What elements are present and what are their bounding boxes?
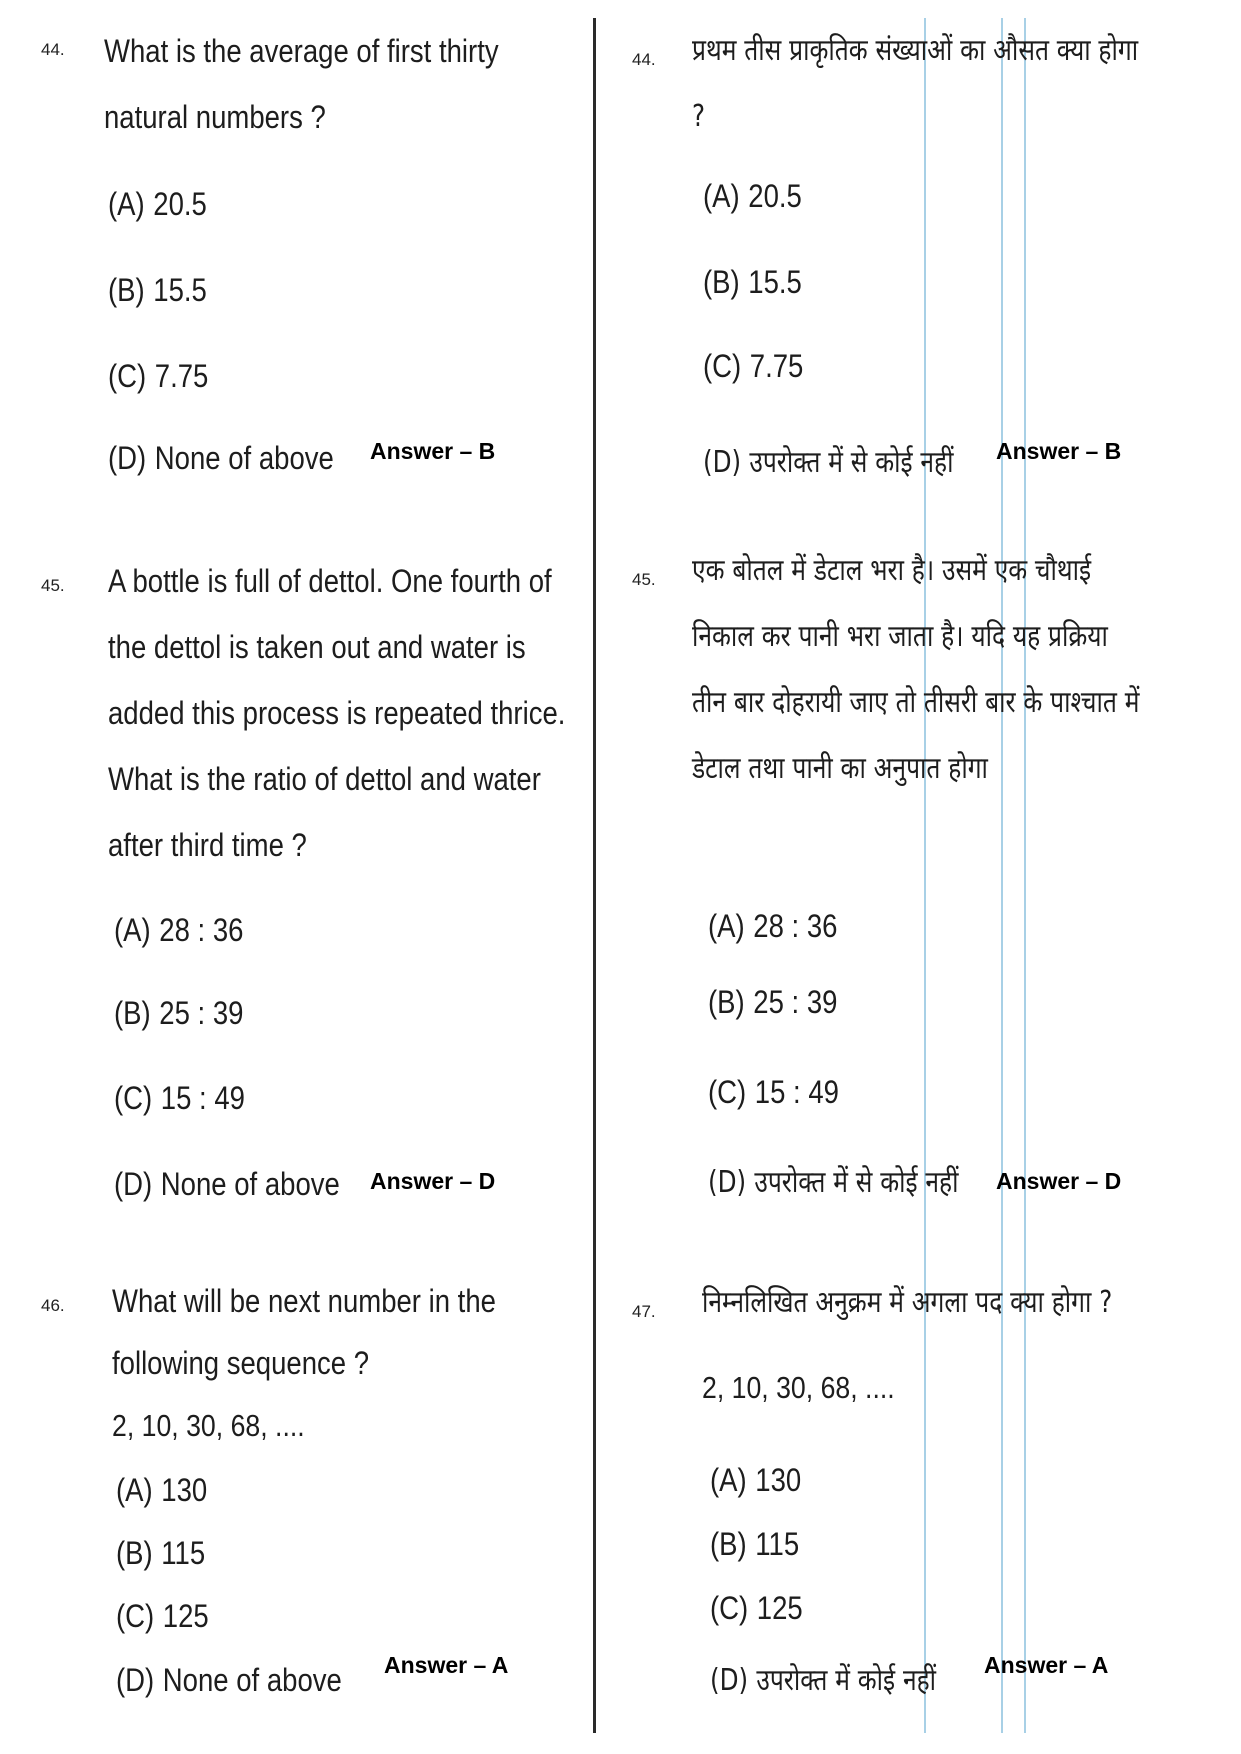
option-d (108, 440, 334, 477)
option-a (710, 1462, 801, 1499)
option-b (710, 1526, 799, 1563)
option-text: 28 : 36 (753, 908, 838, 944)
option-b (708, 984, 837, 1021)
option-d (708, 1160, 958, 1201)
option-label: (B) (114, 995, 151, 1031)
scan-guide-line (924, 18, 926, 1733)
scan-guide-line (1024, 18, 1026, 1733)
option-text: 115 (755, 1526, 800, 1562)
option-label: (B) (108, 272, 145, 308)
question-text: What will be next number in the following sequence ? (112, 1283, 496, 1381)
number-sequence: 2, 10, 30, 68, .... (702, 1370, 895, 1405)
option-d (114, 1166, 340, 1203)
option-text: 115 (161, 1535, 206, 1571)
option-text: 125 (756, 1590, 803, 1626)
option-text: उपरोक्त में से कोई नहीं (754, 1165, 959, 1200)
question-number: 44. (41, 40, 65, 59)
option-label: (B) (703, 264, 740, 300)
option-text: 15 : 49 (754, 1074, 839, 1110)
option-text: 28 : 36 (159, 912, 244, 948)
option-label: (C) (708, 1074, 747, 1110)
option-label: (A) (116, 1472, 153, 1508)
option-label: (D) (116, 1662, 155, 1698)
option-c (108, 358, 208, 395)
option-c (114, 1080, 245, 1117)
answer-key: Answer – A (384, 1652, 509, 1678)
option-text: 20.5 (153, 186, 207, 222)
option-text: 25 : 39 (159, 995, 244, 1031)
answer-key: Answer – B (370, 438, 496, 464)
option-b (116, 1535, 205, 1572)
option-d (710, 1658, 936, 1699)
option-text: None of above (154, 440, 334, 476)
option-text: 15.5 (748, 264, 802, 300)
option-text: 125 (162, 1598, 209, 1634)
option-text: None of above (162, 1662, 342, 1698)
option-text: उपरोक्त में कोई नहीं (756, 1663, 937, 1698)
option-text: 20.5 (748, 178, 802, 214)
option-text: 15.5 (153, 272, 207, 308)
option-label: (A) (114, 912, 151, 948)
option-label: (A) (703, 178, 740, 214)
option-label: (A) (708, 908, 745, 944)
option-text: उपरोक्त में से कोई नहीं (749, 445, 954, 480)
number-sequence: 2, 10, 30, 68, .... (112, 1408, 305, 1443)
option-b (114, 995, 243, 1032)
question-text: एक बोतल में डेटाल भरा है। उसमें एक चौथाई निकाल कर पानी भरा जाता है। यदि यह प्रक्रिया तीन बार दोहरायी जाए तो तीसरी बार के पाश्चात में डेटाल तथा पानी का अनुपात होगा (692, 553, 1140, 786)
option-d (116, 1662, 342, 1699)
option-text: 130 (161, 1472, 208, 1508)
answer-key: Answer – B (996, 438, 1122, 464)
question-number: 47. (632, 1302, 656, 1321)
option-label: (C) (114, 1080, 153, 1116)
option-d (703, 440, 953, 481)
option-label: (B) (710, 1526, 747, 1562)
option-label: (C) (116, 1598, 155, 1634)
option-text: 130 (755, 1462, 802, 1498)
option-text: 25 : 39 (753, 984, 838, 1020)
scan-guide-line (1001, 18, 1003, 1733)
option-label: (D) (710, 1663, 749, 1698)
option-text: None of above (160, 1166, 340, 1202)
option-label: (D) (703, 445, 742, 480)
option-b (703, 264, 802, 301)
question-number: 45. (632, 570, 656, 589)
question-text: A bottle is full of dettol. One fourth of the dettol is taken out and water is added this process is repeated thrice. What is the ratio of dettol and water after third time ? (108, 563, 566, 863)
answer-key: Answer – D (370, 1168, 496, 1194)
option-c (703, 348, 803, 385)
option-text: 7.75 (154, 358, 209, 394)
option-label: (A) (108, 186, 145, 222)
option-a (708, 908, 837, 945)
option-c (116, 1598, 209, 1635)
option-label: (C) (108, 358, 147, 394)
option-label: (A) (710, 1462, 747, 1498)
question-number: 44. (632, 50, 656, 69)
question-number: 45. (41, 576, 65, 595)
option-a (703, 178, 802, 215)
question-text: What is the average of first thirty natural numbers ? (104, 33, 499, 135)
option-label: (D) (114, 1166, 153, 1202)
column-divider (593, 18, 596, 1733)
option-a (108, 186, 207, 223)
answer-key: Answer – A (984, 1652, 1109, 1678)
question-text: निम्नलिखित अनुक्रम में अगला पद क्या होगा ? (702, 1285, 1113, 1320)
option-label: (B) (708, 984, 745, 1020)
option-a (116, 1472, 207, 1509)
answer-key: Answer – D (996, 1168, 1122, 1194)
option-label: (B) (116, 1535, 153, 1571)
question-text: प्रथम तीस प्राकृतिक संख्याओं का औसत क्या होगा ? (692, 33, 1139, 134)
question-number: 46. (41, 1296, 65, 1315)
option-label: (C) (710, 1590, 749, 1626)
option-c (710, 1590, 803, 1627)
option-c (708, 1074, 839, 1111)
option-b (108, 272, 207, 309)
option-label: (D) (708, 1165, 747, 1200)
option-a (114, 912, 243, 949)
option-text: 7.75 (749, 348, 804, 384)
option-label: (C) (703, 348, 742, 384)
option-label: (D) (108, 440, 147, 476)
option-text: 15 : 49 (160, 1080, 245, 1116)
